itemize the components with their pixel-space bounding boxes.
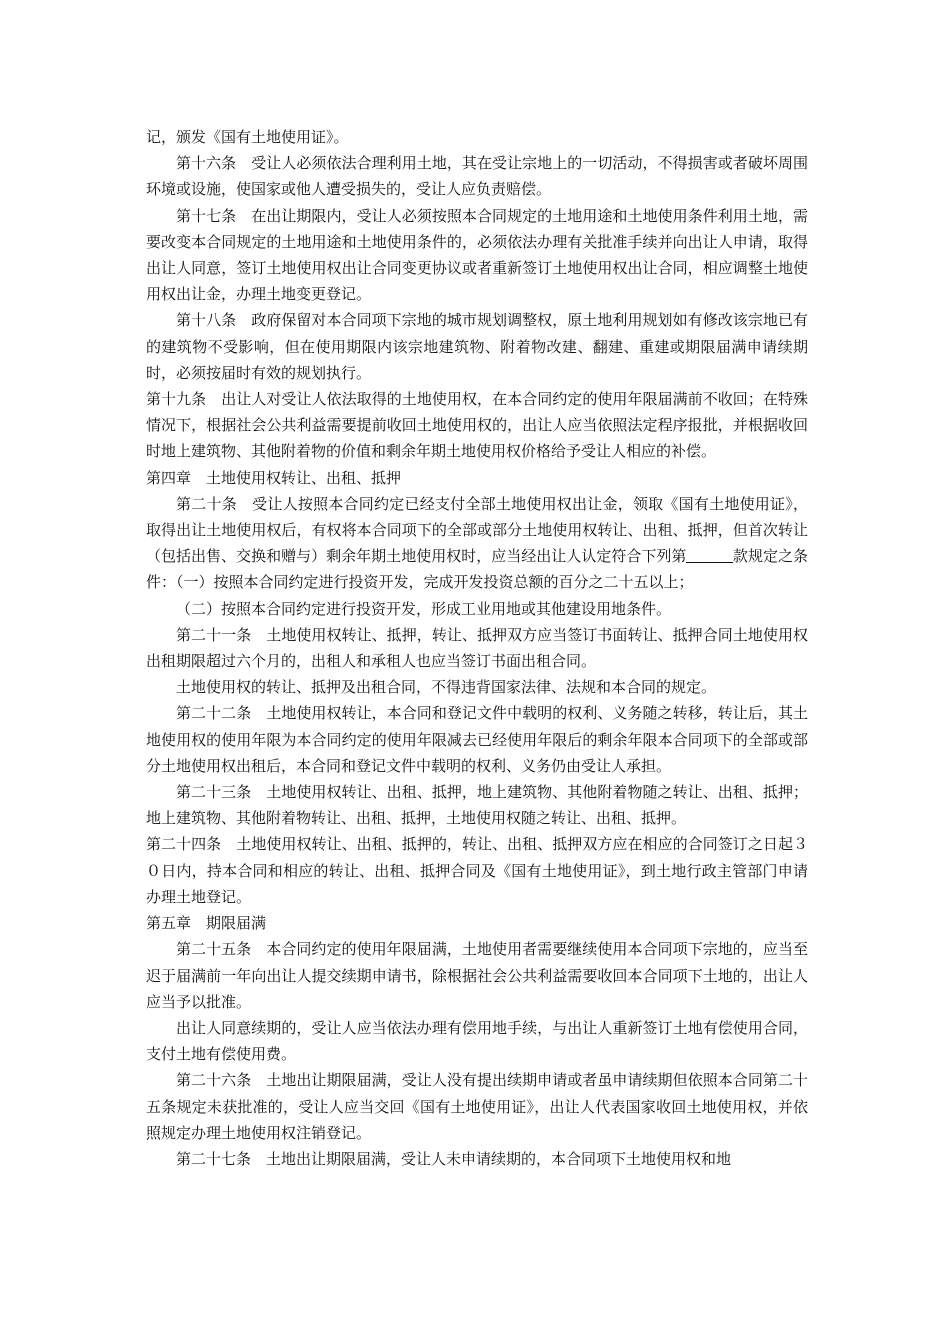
paragraph-article-16: 第十六条 受让人必须依法合理利用土地，其在受让宗地上的一切活动，不得损害或者破坏周围环境或设施，使国家或他人遭受损失的，受让人应负责赔偿。 xyxy=(146,154,808,199)
paragraph-article-17: 第十七条 在出让期限内，受让人必须按照本合同规定的土地用途和土地使用条件利用土地，需要改变本合同规定的土地用途和土地使用条件的，必须依法办理有关批准手续并向出让人申请，取得出让人同意，签订土地使用权出让合同变更协议或者重新签订土地使用权出让合同，相应调整土地使用权出让金，办理土地变更登记。 xyxy=(146,206,808,304)
paragraph-article-22: 第二十二条 土地使用权转让，本合同和登记文件中载明的权利、义务随之转移，转让后，其土地使用权的使用年限为本合同约定的使用年限减去已经使用年限后的剩余年限本合同项下的全部或部分土地使用权出租后，本合同和登记文件中载明的权利、义务仍由受让人承担。 xyxy=(146,704,808,775)
paragraph-article-19: 第十九条 出让人对受让人依法取得的土地使用权，在本合同约定的使用年限届满前不收回；在特殊情况下，根据社会公共利益需要提前收回土地使用权的，出让人应当依照法定程序报批，并根据收回时地上建筑物、其他附着物的价值和剩余年期土地使用权价格给予受让人相应的补偿。 xyxy=(146,390,808,461)
fill-in-blank xyxy=(686,547,733,563)
paragraph-article-27: 第二十七条 土地出让期限届满，受让人未申请续期的，本合同项下土地使用权和地 xyxy=(176,1149,732,1168)
paragraph-article-20 xyxy=(146,491,808,596)
paragraph-article-24: 第二十四条 土地使用权转让、出租、抵押的，转让、出租、抵押双方应在相应的合同签订之日起３０日内，持本合同和相应的转让、出租、抵押合同及《国有土地使用证》，到土地行政主管部门申请办理土地登记。 xyxy=(146,835,808,906)
document-page xyxy=(146,124,808,1172)
paragraph-article-23: 第二十三条 土地使用权转让、出租、抵押，地上建筑物、其他附着物随之转让、出租、抵押；地上建筑物、其他附着物转让、出租、抵押，土地使用权随之转让、出租、抵押。 xyxy=(146,783,808,828)
paragraph-article-18: 第十八条 政府保留对本合同项下宗地的城市规划调整权，原土地利用规划如有修改该宗地已有的建筑物不受影响，但在使用期限内该宗地建筑物、附着物改建、翻建、重建或期限届满申请续期时，必须按届时有效的规划执行。 xyxy=(146,311,808,382)
paragraph-article-25: 第二十五条 本合同约定的使用年限届满，土地使用者需要继续使用本合同项下宗地的，应当至迟于届满前一年向出让人提交续期申请书，除根据社会公共利益需要收回本合同项下土地的，出让人应当予以批准。 xyxy=(146,940,808,1011)
paragraph-article-20-item-2: （二）按照本合同约定进行投资开发，形成工业用地或其他建设用地条件。 xyxy=(176,599,672,618)
paragraph-article-21-continued: 土地使用权的转让、抵押及出租合同，不得违背国家法律、法规和本合同的规定。 xyxy=(176,678,717,697)
paragraph-article-21: 第二十一条 土地使用权转让、抵押，转让、抵押双方应当签订书面转让、抵押合同土地使用权出租期限超过六个月的，出租人和承租人也应当签订书面出租合同。 xyxy=(146,625,808,671)
article-20-text-after: 款规定之条件：（一）按照本合同约定进行投资开发，完成开发投资总额的百分之二十五以上； xyxy=(146,547,808,592)
paragraph-1-continued: 记，颁发《国有土地使用证》。 xyxy=(146,128,349,146)
chapter-4-heading: 第四章 土地使用权转让、出租、抵押 xyxy=(146,468,402,487)
paragraph-article-25-continued: 出让人同意续期的，受让人应当依法办理有偿用地手续，与出让人重新签订土地有偿使用合同，支付土地有偿使用费。 xyxy=(146,1018,808,1064)
chapter-5-heading: 第五章 期限届满 xyxy=(146,914,267,933)
article-20-text-before: 第二十条 受让人按照本合同约定已经支付全部土地使用权出让金，领取《国有土地使用证》，取得出让土地使用权后，有权将本合同项下的全部或部分土地使用权转让、出租、抵押，但首次转让（包括出售、交换和赠与）剩余年期土地使用权时，应当经出让人认定符合下列第 xyxy=(146,494,808,566)
paragraph-article-26: 第二十六条 土地出让期限届满，受让人没有提出续期申请或者虽申请续期但依照本合同第二十五条规定未获批准的，受让人应当交回《国有土地使用证》，出让人代表国家收回土地使用权，并依照规定办理土地使用权注销登记。 xyxy=(146,1071,808,1142)
